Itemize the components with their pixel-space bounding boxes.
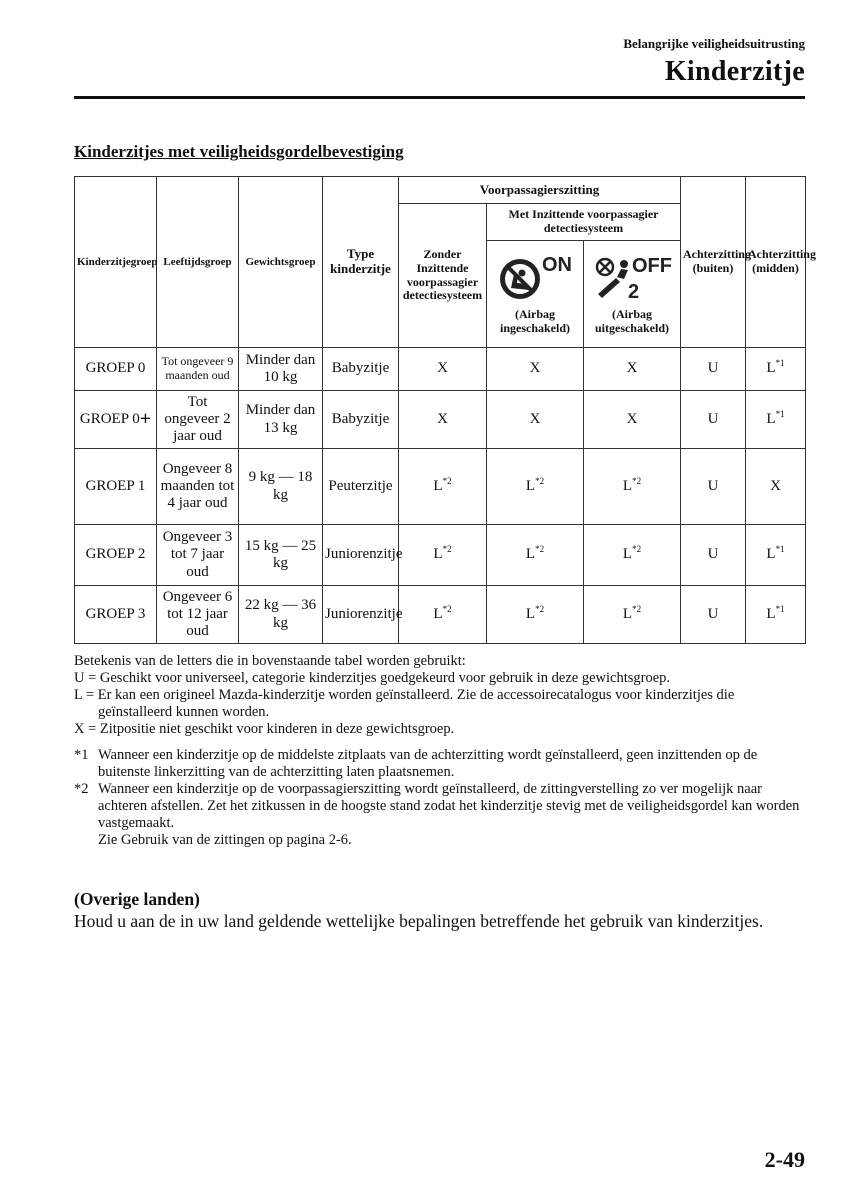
cell-rear-middle xyxy=(746,525,806,586)
cell-no-detection: X xyxy=(399,391,487,449)
cell-group: GROEP 1 xyxy=(75,449,157,525)
value: L xyxy=(525,605,536,622)
value: L xyxy=(433,546,443,563)
footnote-key: *1 xyxy=(74,747,89,763)
cell-rear-middle xyxy=(746,586,806,644)
cell-type: Juniorenzitje xyxy=(323,586,399,644)
cell-weight: Minder dan 13 kg xyxy=(239,391,323,449)
cell-weight: 9 kg — 18 kg xyxy=(239,449,323,525)
cell-weight: Minder dan 10 kg xyxy=(239,348,323,391)
section-title: Kinderzitjes met veiligheidsgordelbevestiging xyxy=(74,142,404,161)
value: L xyxy=(525,477,536,494)
cell-group: GROEP 3 xyxy=(75,586,157,644)
table-row xyxy=(75,348,806,391)
cell-no-detection: X xyxy=(399,348,487,391)
footnote-ref: *2 xyxy=(535,544,545,555)
footnote-ref: *2 xyxy=(535,475,545,486)
header-weight: Gewichtsgroep xyxy=(239,177,323,348)
cell-rear-middle xyxy=(746,391,806,449)
cell-rear-outer: U xyxy=(681,391,746,449)
footnote-ref: *2 xyxy=(632,475,642,486)
table-row xyxy=(75,586,806,644)
cell-age: Ongeveer 3 tot 7 jaar oud xyxy=(157,525,239,586)
cell-airbag-on xyxy=(487,525,584,586)
cell-group xyxy=(75,391,157,449)
cell-airbag-on: X xyxy=(487,348,584,391)
header-type: Type kinderzitje xyxy=(323,177,399,348)
cell-airbag-off: X xyxy=(584,391,681,449)
plus-icon: + xyxy=(139,408,152,430)
value: L xyxy=(433,477,443,494)
cell-no-detection xyxy=(399,449,487,525)
header-rule xyxy=(74,96,805,99)
header-group: Kinderzitjegroep xyxy=(75,177,157,348)
cell-airbag-off: X xyxy=(584,348,681,391)
cell-type: Juniorenzitje xyxy=(323,525,399,586)
cell-age: Tot ongeveer 9 maanden oud xyxy=(157,348,239,391)
value: L xyxy=(622,477,633,494)
cell-airbag-on: X xyxy=(487,391,584,449)
cell-group: GROEP 0 xyxy=(75,348,157,391)
legend-intro: Betekenis van de letters die in bovenstaande tabel worden gebruikt: xyxy=(74,653,466,669)
airbag-on-text: ON xyxy=(542,254,572,277)
value: L xyxy=(622,605,633,622)
airbag-on-icon xyxy=(489,252,581,306)
legend-u: U = Geschikt voor universeel, categorie kinderzitjes goedgekeurd voor gebruik in deze gewichtsgroep. xyxy=(74,670,671,686)
legend-l-continued: geïnstalleerd kunnen worden. xyxy=(98,704,270,720)
legend-notes xyxy=(74,653,809,849)
footnote-key: *2 xyxy=(74,781,89,797)
header-front-seat: Voorpassagierszitting xyxy=(399,177,681,204)
header-no-detection: Zonder Inzittende voorpassagier detectiesysteem xyxy=(399,204,487,348)
header-airbag-off xyxy=(584,241,681,348)
airbag-off-icon xyxy=(586,252,678,306)
cell-no-detection xyxy=(399,525,487,586)
airbag-off-number: 2 xyxy=(628,281,640,304)
footnote-ref: *2 xyxy=(442,475,452,486)
cell-airbag-off xyxy=(584,586,681,644)
cell-rear-outer: U xyxy=(681,586,746,644)
cell-airbag-on xyxy=(487,449,584,525)
footnote-ref: *1 xyxy=(775,603,785,614)
value: L xyxy=(525,546,536,563)
cell-rear-middle: X xyxy=(746,449,806,525)
value: L xyxy=(766,605,776,622)
cell-type: Babyzitje xyxy=(323,391,399,449)
cell-type: Peuterzitje xyxy=(323,449,399,525)
other-countries-body: Houd u aan de in uw land geldende wettelijke bepalingen betreffende het gebruik van kinderzitjes. xyxy=(74,911,764,931)
value: L xyxy=(766,360,776,377)
cell-rear-outer: U xyxy=(681,525,746,586)
group-label: GROEP 0 xyxy=(79,411,140,427)
footnote-ref: *2 xyxy=(632,603,642,614)
value: L xyxy=(622,546,633,563)
footnote-ref: *2 xyxy=(442,544,452,555)
header-with-detection: Met Inzittende voorpassagier detectiesysteem xyxy=(487,204,681,241)
table-row xyxy=(75,391,806,449)
footnote-ref: *2 xyxy=(442,603,452,614)
footnote-reference: Zie Gebruik van de zittingen op pagina 2-6. xyxy=(98,832,352,848)
footnote-ref: *1 xyxy=(775,408,785,419)
header-rear-middle: Achterzitting (midden) xyxy=(746,177,806,348)
footnote-1 xyxy=(74,747,809,781)
table-row xyxy=(75,449,806,525)
footnote-text: Wanneer een kinderzitje op de voorpassagierszitting wordt geïnstalleerd, de zittingverstelling zo ver mogelijk naar achteren afstellen. Zet het zitkussen in de hoogste stand zodat het kinderzitje stevig met de veiligheidsgordel kan worden vastgemaakt. xyxy=(98,781,800,831)
cell-age: Ongeveer 8 maanden tot 4 jaar oud xyxy=(157,449,239,525)
footnote-2 xyxy=(74,781,809,849)
other-countries-section xyxy=(74,888,809,932)
cell-airbag-on xyxy=(487,586,584,644)
cell-airbag-off xyxy=(584,525,681,586)
header-airbag-on xyxy=(487,241,584,348)
page-title: Kinderzitje xyxy=(664,56,805,87)
airbag-off-label: (Airbag uitgeschakeld) xyxy=(594,307,669,335)
airbag-off-text: OFF xyxy=(632,255,672,278)
airbag-on-label: (Airbag ingeschakeld) xyxy=(499,307,570,335)
child-seat-table xyxy=(74,176,816,644)
cell-age: Tot ongeveer 2 jaar oud xyxy=(157,391,239,449)
page-number: 2-49 xyxy=(764,1147,805,1172)
cell-type: Babyzitje xyxy=(323,348,399,391)
cell-rear-middle xyxy=(746,348,806,391)
footnote-text-block xyxy=(98,781,809,849)
table-row xyxy=(75,525,806,586)
footnote-ref: *1 xyxy=(775,544,785,555)
other-countries-heading: (Overige landen) xyxy=(74,889,200,909)
header-age: Leeftijdsgroep xyxy=(157,177,239,348)
cell-group: GROEP 2 xyxy=(75,525,157,586)
cell-rear-outer: U xyxy=(681,348,746,391)
cell-weight: 15 kg — 25 kg xyxy=(239,525,323,586)
footnote-ref: *2 xyxy=(535,603,545,614)
value: L xyxy=(766,410,776,427)
footnote-text: Wanneer een kinderzitje op de middelste zitplaats van de achterzitting wordt geïnstalleerd, geen inzittenden op de buitenste linkerzitting van de achterzitting laten plaatsnemen. xyxy=(98,747,758,780)
footnote-ref: *2 xyxy=(632,544,642,555)
cell-rear-outer: U xyxy=(681,449,746,525)
header-section-label: Belangrijke veiligheidsuitrusting xyxy=(623,36,805,51)
legend-x: X = Zitpositie niet geschikt voor kinderen in deze gewichtsgroep. xyxy=(74,721,455,737)
legend-l: L = Er kan een origineel Mazda-kinderzitje worden geïnstalleerd. Zie de accessoirecatalogus voor kinderzitjes die xyxy=(74,687,735,703)
footnote-ref: *1 xyxy=(775,358,785,369)
cell-no-detection xyxy=(399,586,487,644)
cell-age: Ongeveer 6 tot 12 jaar oud xyxy=(157,586,239,644)
value: L xyxy=(433,605,443,622)
cell-airbag-off xyxy=(584,449,681,525)
header-rear-outer: Achterzitting (buiten) xyxy=(681,177,746,348)
cell-weight: 22 kg — 36 kg xyxy=(239,586,323,644)
value: L xyxy=(766,546,776,563)
